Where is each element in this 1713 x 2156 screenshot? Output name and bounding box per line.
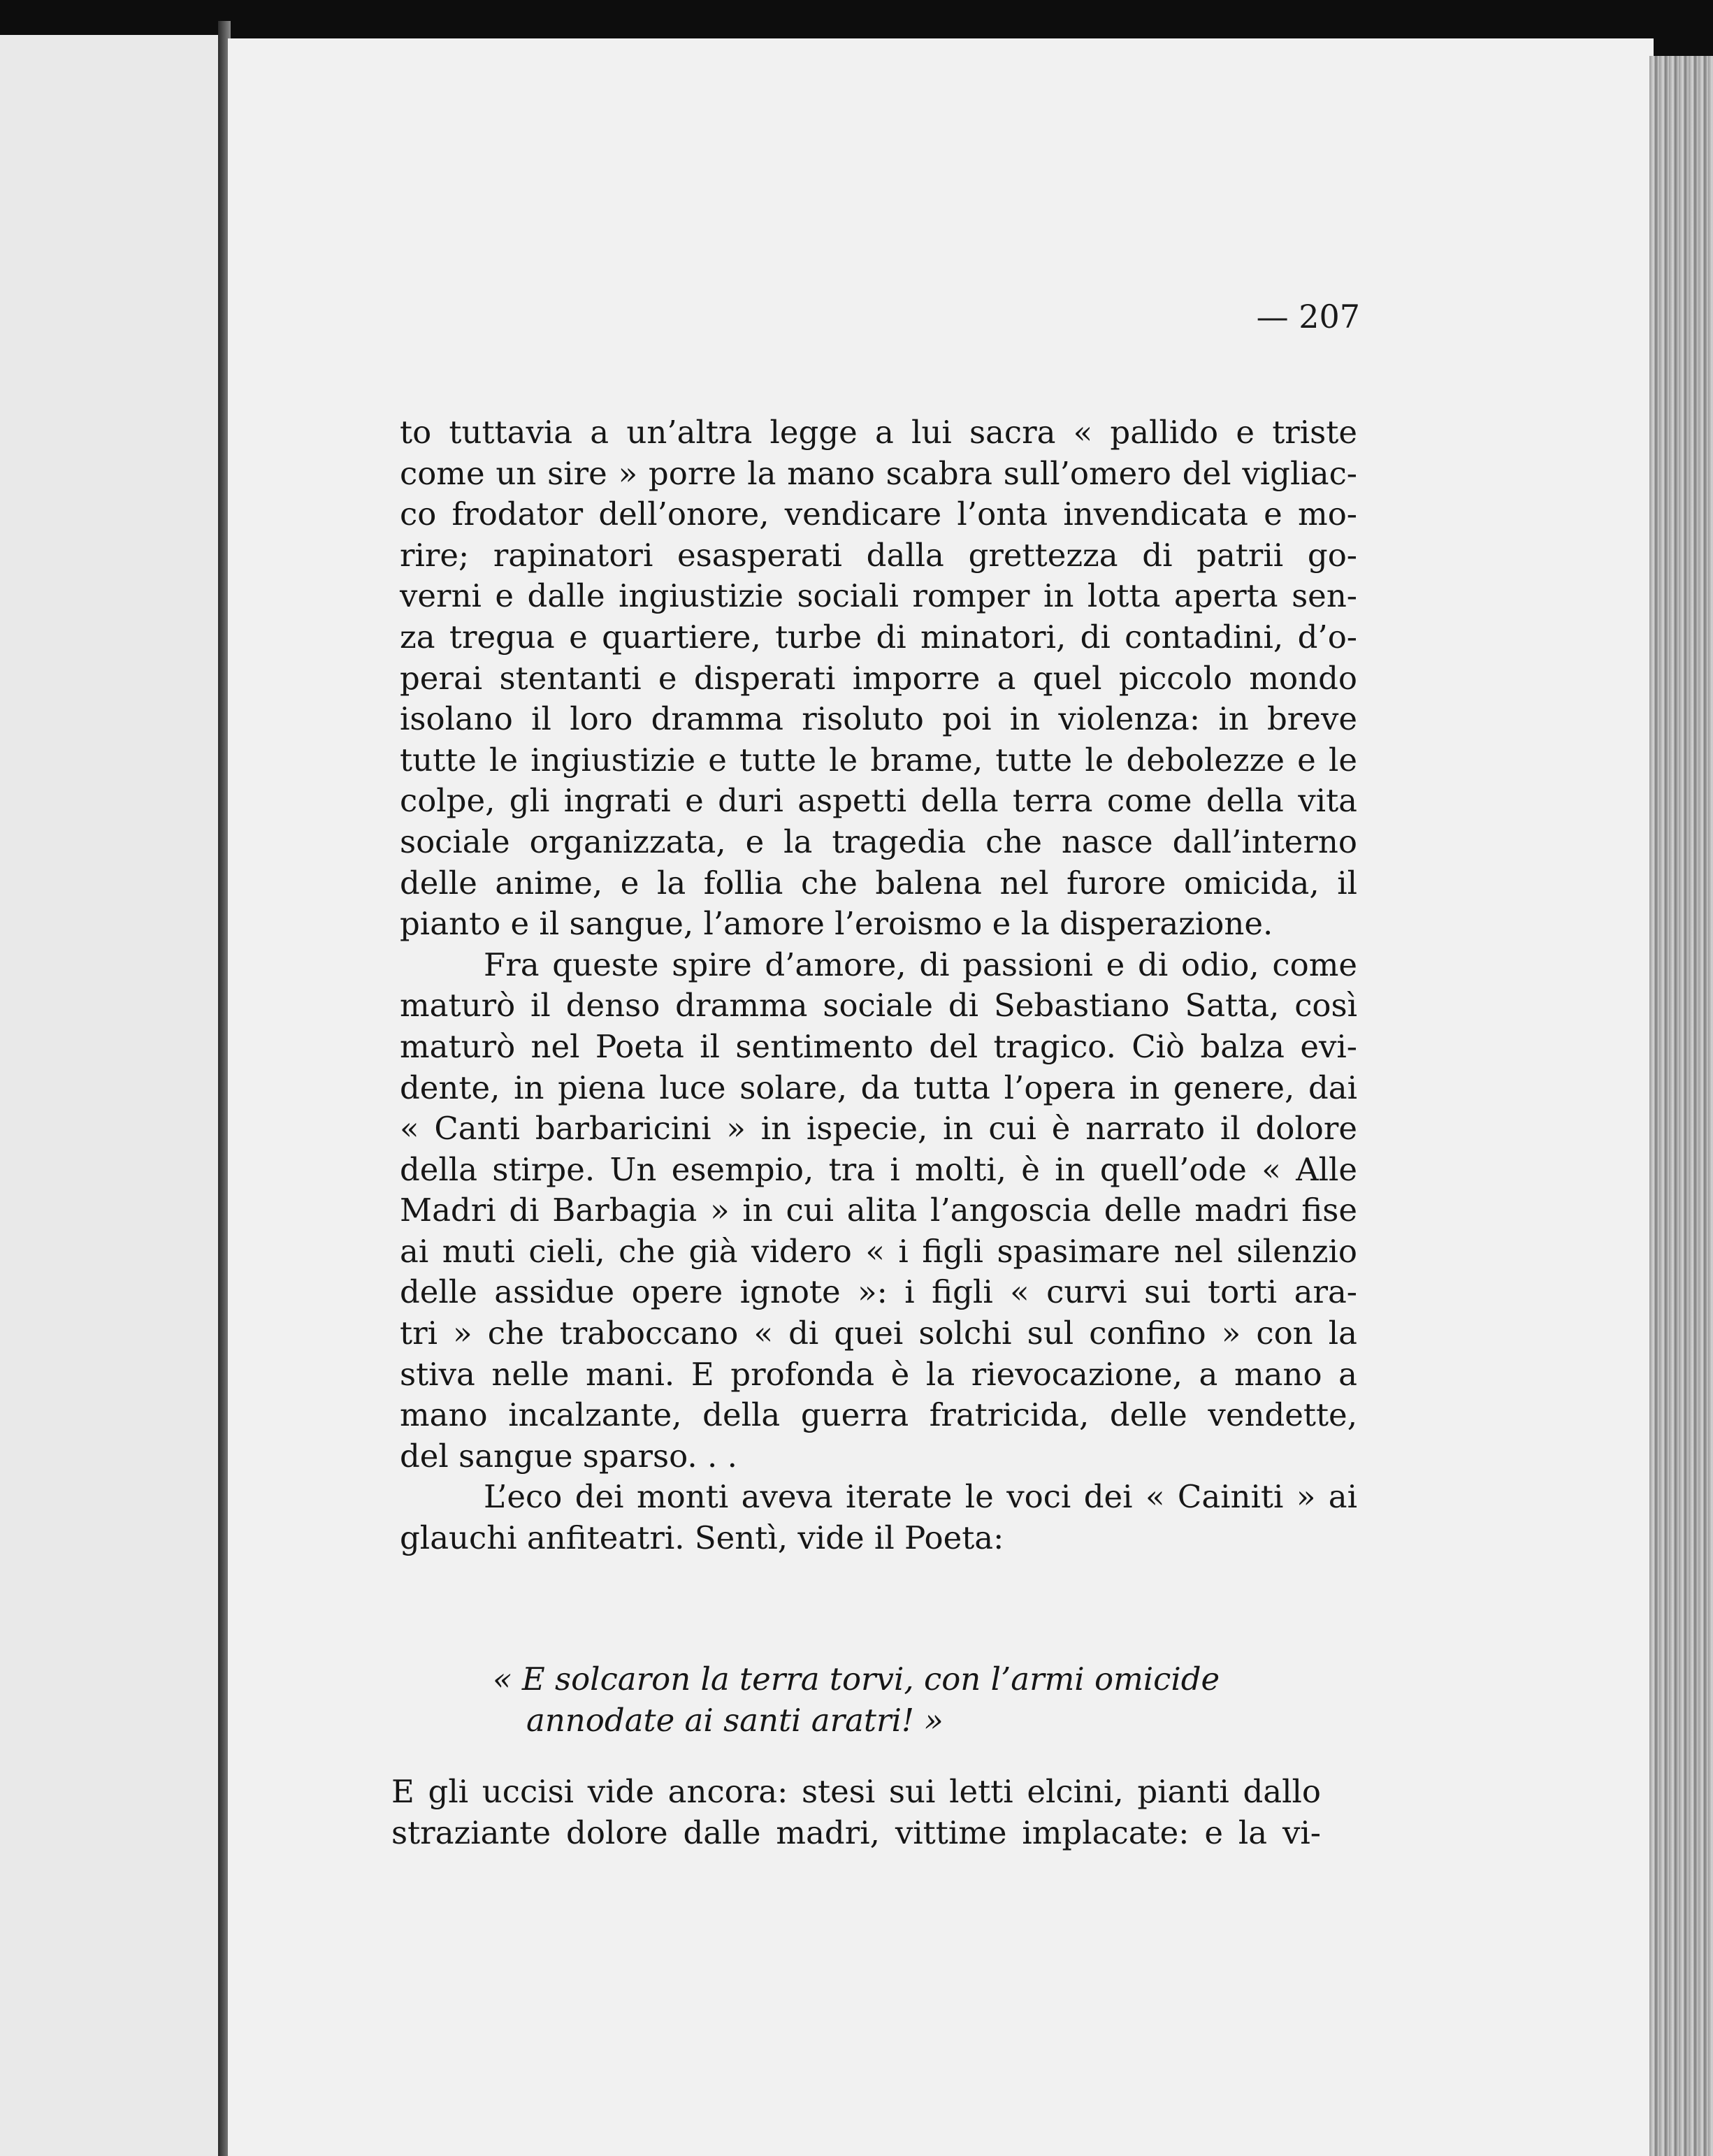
text-line: del sangue sparso. . . [400,1437,737,1475]
closing-text [391,1772,1321,1853]
text-line: E gli uccisi vide ancora: stesi sui letti elcini, pianti dallo [391,1773,1321,1810]
text-line: pianto e il sangue, l’amore l’eroismo e la disperazione. [400,905,1273,943]
text-line: to tuttavia a un’altra legge a lui sacra « pallido e triste [400,414,1357,451]
text-line: tutte le ingiustizie e tutte le brame, tutte le debolezze e le [400,741,1357,779]
text-line: Madri di Barbagia » in cui alita l’angoscia delle madri fise [400,1192,1357,1229]
body-text [400,412,1357,1559]
text-line: sociale organizzata, e la tragedia che nasce dall’interno [400,823,1357,860]
text-line: come un sire » porre la mano scabra sull’omero del vigliac- [400,454,1357,492]
left-page [0,35,221,2156]
quote-line: « E solcaron la terra torvi, con l’armi omicide [493,1661,1220,1698]
text-line: maturò il denso dramma sociale di Sebastiano Satta, così [400,987,1357,1025]
text-line: co frodator dell’onore, vendicare l’onta invendicata e mo- [400,495,1357,533]
text-line: perai stentanti e disperati imporre a quel piccolo mondo [400,659,1357,697]
text-line: L’eco dei monti aveva iterate le voci dei « Cainiti » ai [484,1478,1357,1516]
text-line: colpe, gli ingrati e duri aspetti della terra come della vita [400,782,1357,820]
page-number: — 207 [1256,298,1360,335]
text-line: maturò nel Poeta il sentimento del tragico. Ciò balza evi- [400,1027,1357,1065]
text-line: tri » che traboccano « di quei solchi sul confino » con la [400,1315,1357,1352]
text-line: straziante dolore dalle madri, vittime implacate: e la vi- [391,1814,1321,1851]
text-line: isolano il loro dramma risoluto poi in violenza: in breve [400,700,1357,738]
text-line: « Canti barbaricini » in ispecie, in cui è narrato il dolore [400,1110,1357,1148]
text-line: Fra queste spire d’amore, di passioni e di odio, come [484,946,1357,983]
verse-quote [493,1658,1275,1739]
text-line: delle anime, e la follia che balena nel furore omicida, il [400,864,1357,902]
page-edges [1649,56,1713,2156]
text-line: della stirpe. Un esempio, tra i molti, è in quell’ode « Alle [400,1150,1357,1188]
text-line: stiva nelle mani. E profonda è la rievocazione, a mano a [400,1355,1357,1393]
text-line: glauchi anfiteatri. Sentì, vide il Poeta: [400,1519,1004,1557]
text-line: dente, in piena luce solare, da tutta l’opera in genere, dai [400,1069,1357,1106]
quote-line: annodate ai santi aratri! » [526,1701,944,1739]
text-line: za tregua e quartiere, turbe di minatori, di contadini, d’o- [400,618,1357,656]
text-line: ai muti cieli, che già videro « i figli spasimare nel silenzio [400,1232,1357,1270]
text-line: verni e dalle ingiustizie sociali romper in lotta aperta sen- [400,577,1357,615]
text-line: rire; rapinatori esasperati dalla grettezza di patrii go- [400,536,1357,574]
text-line: delle assidue opere ignote »: i figli « curvi sui torti ara- [400,1273,1357,1311]
text-line: mano incalzante, della guerra fratricida, delle vendette, [400,1396,1357,1434]
